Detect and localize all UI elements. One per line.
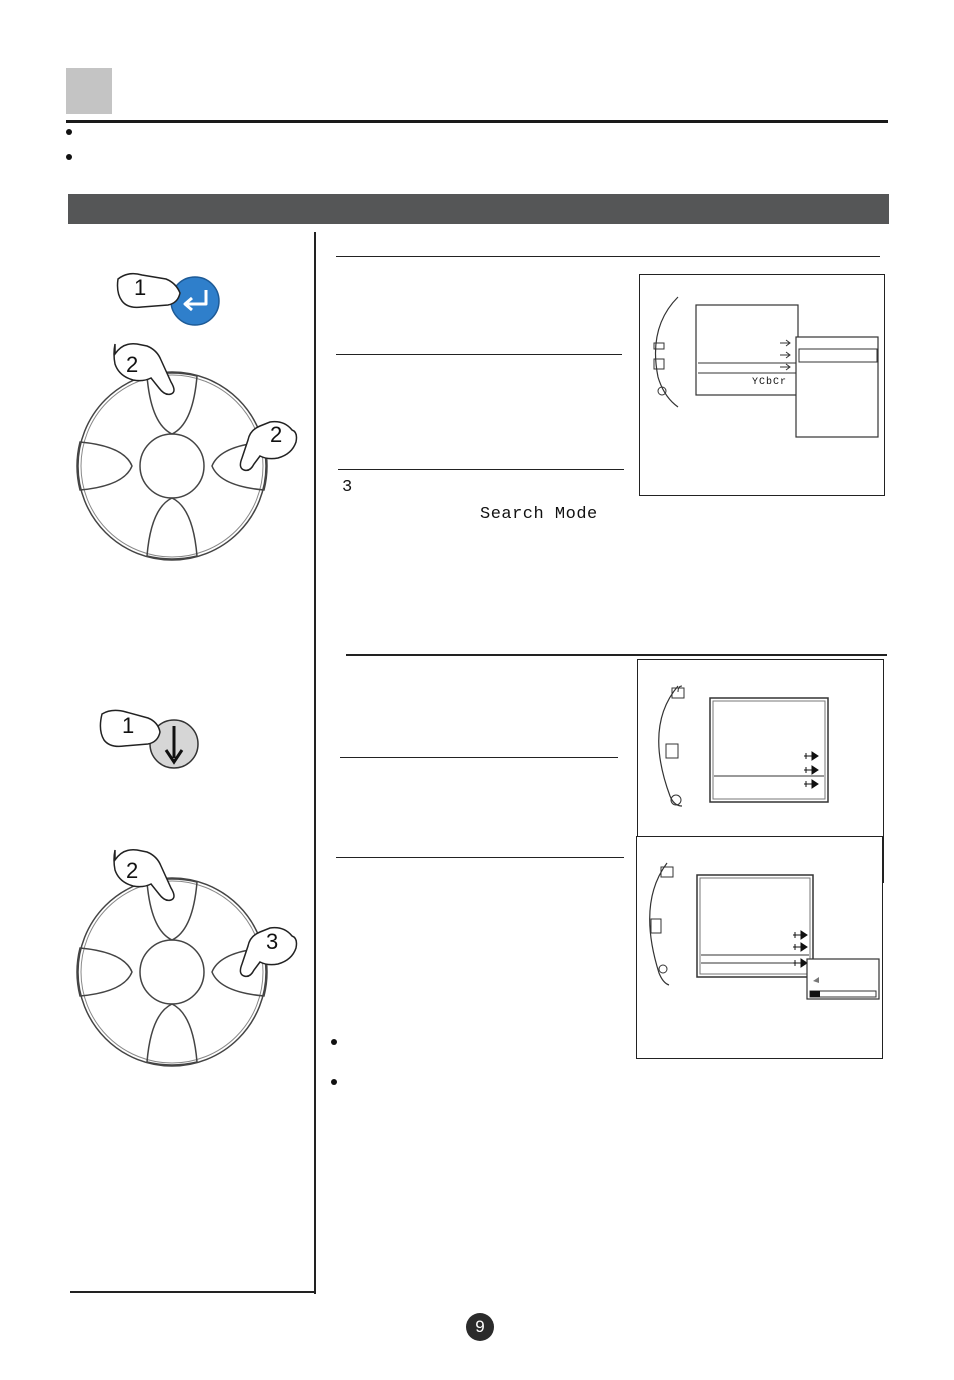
step-rule [336, 857, 624, 858]
dpad-top-step-number: 2 [126, 858, 139, 883]
dpad-right-step-number: 2 [270, 422, 283, 447]
enter-button-illustration [112, 265, 232, 325]
enter-step-number: 1 [134, 275, 147, 300]
pointing-hand-icon [110, 846, 190, 916]
osd-screenshot [639, 274, 885, 496]
column-divider [314, 232, 316, 1294]
section-marker-square [66, 68, 112, 114]
bullet-dot [66, 129, 72, 135]
column-bottom-rule [70, 1291, 316, 1293]
step-rule [340, 757, 618, 758]
step-number-3: 3 [342, 478, 353, 497]
section-rule [346, 654, 887, 656]
dpad-right-step-number: 3 [266, 929, 279, 954]
step-rule [336, 354, 622, 355]
pointing-hand-icon [110, 340, 190, 410]
osd-ycbcr-label: YCbCr [752, 377, 788, 388]
header-rule [66, 120, 888, 123]
down-step-number: 1 [122, 713, 135, 738]
section-rule [336, 256, 880, 257]
bullet-dot [331, 1039, 337, 1045]
bullet-dot [66, 154, 72, 160]
dpad-top-step-number: 2 [126, 352, 139, 377]
step-rule [338, 469, 624, 470]
search-mode-text: Search Mode [480, 505, 598, 524]
page-number: 9 [466, 1313, 494, 1341]
bullet-dot [331, 1079, 337, 1085]
down-button-illustration [96, 708, 206, 778]
osd-screenshot [636, 836, 883, 1059]
tv-menu-outline [637, 837, 882, 1058]
section-banner [68, 194, 889, 224]
